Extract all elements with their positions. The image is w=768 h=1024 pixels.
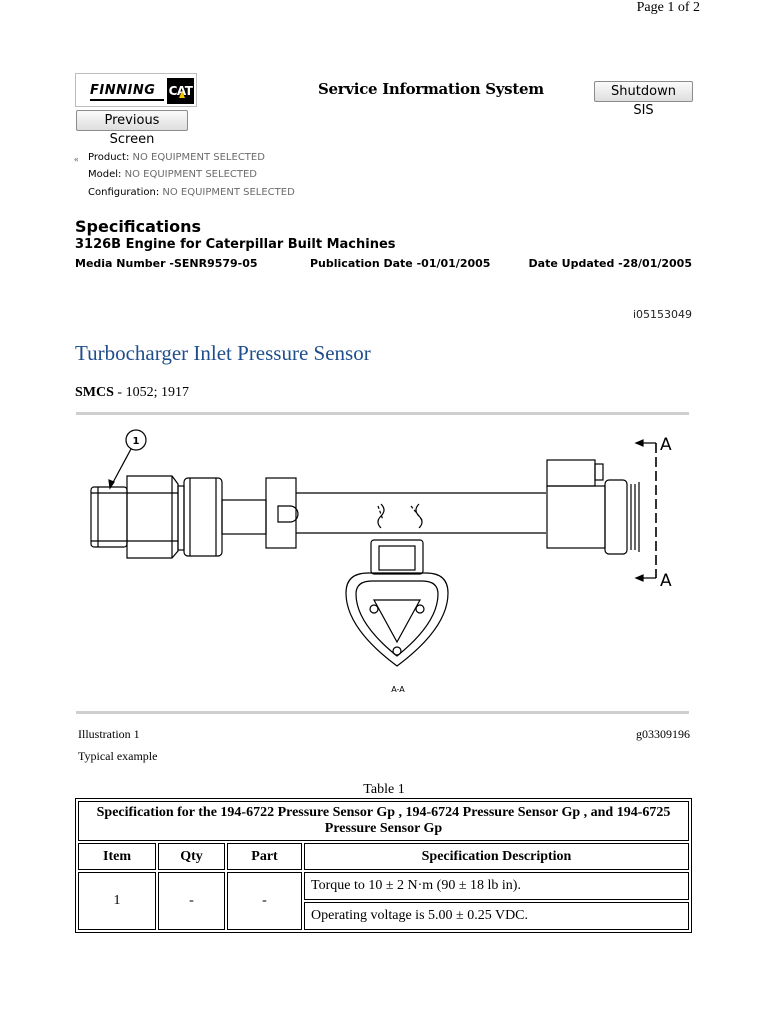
configuration-label: Configuration: xyxy=(88,187,160,198)
column-header-qty: Qty xyxy=(158,843,225,870)
divider-bottom xyxy=(76,711,689,714)
finning-logo-text: FINNING xyxy=(90,83,156,98)
product-row xyxy=(88,152,265,163)
column-header-specification: Specification Description xyxy=(304,843,689,870)
illustration-label: Illustration 1 xyxy=(78,727,140,741)
cat-logo-text: CAT xyxy=(167,78,194,104)
cell-description-voltage: Operating voltage is 5.00 ± 0.25 VDC. xyxy=(304,902,689,930)
sensor-body xyxy=(91,476,266,558)
table-row xyxy=(78,872,689,900)
sensor-illustration xyxy=(76,418,688,708)
system-title: Service Information System xyxy=(318,80,544,98)
product-value: NO EQUIPMENT SELECTED xyxy=(132,152,265,163)
publication-date: Publication Date -01/01/2005 xyxy=(310,257,491,270)
section-label-top: A xyxy=(660,435,672,455)
smcs-value: - 1052; 1917 xyxy=(113,385,189,400)
shutdown-sis-button[interactable]: Shutdown SIS xyxy=(594,81,693,102)
cable xyxy=(296,493,546,533)
model-label: Model: xyxy=(88,169,122,180)
column-header-part: Part xyxy=(227,843,302,870)
collapse-arrow-icon[interactable]: « xyxy=(74,154,79,164)
table-caption: Table 1 xyxy=(363,782,405,797)
specifications-heading: Specifications xyxy=(75,217,201,236)
divider-top xyxy=(76,412,689,415)
table-header-row xyxy=(78,843,689,870)
section-view-label: A-A xyxy=(391,685,405,694)
table-title: Specification for the 194-6722 Pressure Sensor Gp , 194-6724 Pressure Sensor Gp , and 194-6725 Pressure Sensor Gp xyxy=(78,801,689,841)
product-label: Product: xyxy=(88,152,130,163)
media-number: Media Number -SENR9579-05 xyxy=(75,257,258,270)
model-value: NO EQUIPMENT SELECTED xyxy=(124,169,257,180)
configuration-row xyxy=(88,187,295,198)
previous-screen-button[interactable]: Previous Screen xyxy=(76,110,188,131)
logo-underline xyxy=(90,99,164,101)
illustration-caption: Typical example xyxy=(78,749,158,763)
page-title: Turbocharger Inlet Pressure Sensor xyxy=(75,341,371,365)
cat-logo-triangle-icon xyxy=(179,91,185,98)
illustration-id: g03309196 xyxy=(636,727,690,741)
document-id: i05153049 xyxy=(632,308,692,321)
finning-cat-logo xyxy=(75,73,197,107)
right-connector xyxy=(547,460,639,554)
cell-part: - xyxy=(227,872,302,930)
callout-number: 1 xyxy=(132,436,140,447)
section-view xyxy=(346,540,448,666)
cell-description-torque: Torque to 10 ± 2 N·m (90 ± 18 lb in). xyxy=(304,872,689,900)
model-row xyxy=(88,169,257,180)
smcs-label: SMCS xyxy=(75,385,114,400)
inline-connector xyxy=(266,478,298,548)
section-label-bottom: A xyxy=(660,571,672,591)
configuration-value: NO EQUIPMENT SELECTED xyxy=(162,187,295,198)
engine-title: 3126B Engine for Caterpillar Built Machines xyxy=(75,237,396,252)
page-indicator: Page 1 of 2 xyxy=(636,0,700,15)
column-header-item: Item xyxy=(78,843,156,870)
cell-qty: - xyxy=(158,872,225,930)
table-title-row xyxy=(78,801,689,841)
specification-table xyxy=(75,798,692,933)
smcs-codes xyxy=(75,385,189,401)
date-updated: Date Updated -28/01/2005 xyxy=(528,257,692,270)
cell-item: 1 xyxy=(78,872,156,930)
